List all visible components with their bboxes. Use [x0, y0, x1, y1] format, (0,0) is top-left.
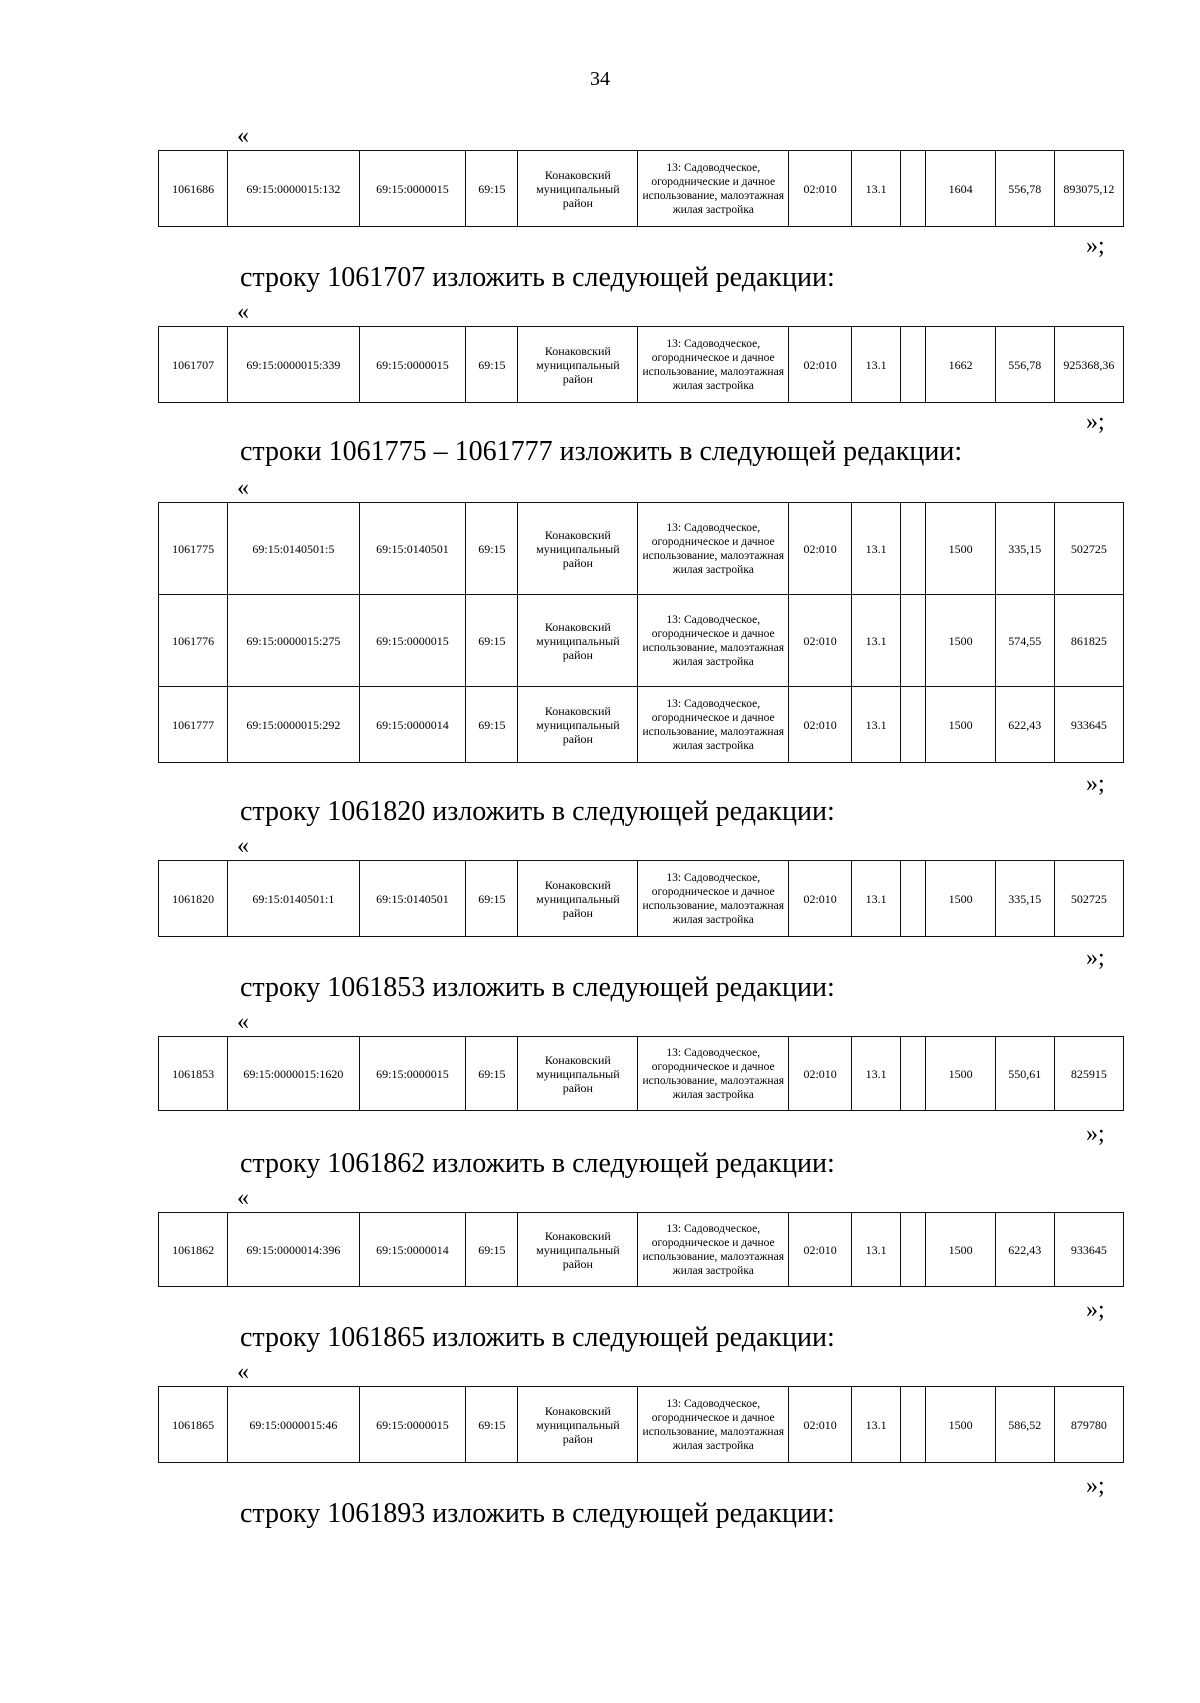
- row-number: 1061775: [159, 503, 228, 595]
- subgroup-code: 13.1: [852, 1387, 901, 1463]
- land-use-type: 13: Садоводческое, огородническое и дачное использование, малоэтажная жилая застройка: [638, 1037, 789, 1111]
- area: 1500: [926, 595, 995, 687]
- specific-value: 335,15: [995, 503, 1054, 595]
- cadastral-value: 861825: [1054, 595, 1123, 687]
- subgroup-code: 13.1: [852, 503, 901, 595]
- municipality: Конаковский муниципальный район: [518, 1213, 638, 1287]
- district-code: 69:15: [466, 861, 518, 937]
- land-use-type: 13: Садоводческое, огородническое и дачное использование, малоэтажная жилая застройка: [638, 595, 789, 687]
- cadastral-number: 69:15:0000015:132: [228, 151, 359, 227]
- land-use-type: 13: Садоводческое, огородническое и дачное использование, малоэтажная жилая застройка: [638, 1213, 789, 1287]
- area: 1500: [926, 1037, 995, 1111]
- cadastral-value: 502725: [1054, 503, 1123, 595]
- specific-value: 550,61: [995, 1037, 1054, 1111]
- table-row: [159, 327, 1124, 403]
- blank-cell: [901, 595, 926, 687]
- quarter-number: 69:15:0000015: [359, 1037, 466, 1111]
- quarter-number: 69:15:0000015: [359, 595, 466, 687]
- close-quote: »;: [1086, 771, 1105, 797]
- cadastral-value: 825915: [1054, 1037, 1123, 1111]
- cadastral-value: 925368,36: [1054, 327, 1123, 403]
- registry-table: [158, 1036, 1124, 1111]
- group-code: 02:010: [789, 1387, 852, 1463]
- cadastral-number: 69:15:0000015:46: [228, 1387, 359, 1463]
- close-quote: »;: [1086, 409, 1105, 435]
- page-number: 34: [590, 68, 610, 90]
- registry-table: [158, 860, 1124, 937]
- subgroup-code: 13.1: [852, 151, 901, 227]
- quarter-number: 69:15:0000014: [359, 1213, 466, 1287]
- table-row: [159, 503, 1124, 595]
- specific-value: 586,52: [995, 1387, 1054, 1463]
- district-code: 69:15: [466, 503, 518, 595]
- section-heading: строку 1061862 изложить в следующей редакции:: [240, 1148, 835, 1179]
- cadastral-number: 69:15:0000015:275: [228, 595, 359, 687]
- land-use-type: 13: Садоводческое, огородническое и дачное использование, малоэтажная жилая застройка: [638, 687, 789, 763]
- registry-table: [158, 502, 1124, 763]
- blank-cell: [901, 327, 926, 403]
- section-heading: строку 1061820 изложить в следующей редакции:: [240, 796, 835, 827]
- specific-value: 622,43: [995, 1213, 1054, 1287]
- municipality: Конаковский муниципальный район: [518, 595, 638, 687]
- open-quote: «: [237, 1009, 249, 1035]
- registry-table: [158, 150, 1124, 227]
- row-number: 1061776: [159, 595, 228, 687]
- subgroup-code: 13.1: [852, 687, 901, 763]
- table-row: [159, 1213, 1124, 1287]
- district-code: 69:15: [466, 1387, 518, 1463]
- row-number: 1061820: [159, 861, 228, 937]
- group-code: 02:010: [789, 151, 852, 227]
- blank-cell: [901, 151, 926, 227]
- group-code: 02:010: [789, 861, 852, 937]
- area: 1500: [926, 503, 995, 595]
- close-quote: »;: [1086, 1473, 1105, 1499]
- subgroup-code: 13.1: [852, 1037, 901, 1111]
- group-code: 02:010: [789, 687, 852, 763]
- specific-value: 622,43: [995, 687, 1054, 763]
- blank-cell: [901, 1213, 926, 1287]
- cadastral-number: 69:15:0000015:292: [228, 687, 359, 763]
- close-quote: »;: [1086, 233, 1105, 259]
- cadastral-number: 69:15:0000014:396: [228, 1213, 359, 1287]
- section-heading: строку 1061865 изложить в следующей редакции:: [240, 1322, 835, 1353]
- area: 1500: [926, 1213, 995, 1287]
- section-heading: строку 1061707 изложить в следующей редакции:: [240, 262, 835, 293]
- blank-cell: [901, 687, 926, 763]
- row-number: 1061707: [159, 327, 228, 403]
- table-row: [159, 861, 1124, 937]
- row-number: 1061853: [159, 1037, 228, 1111]
- municipality: Конаковский муниципальный район: [518, 687, 638, 763]
- open-quote: «: [237, 1185, 249, 1211]
- open-quote: «: [237, 123, 249, 149]
- cadastral-number: 69:15:0000015:339: [228, 327, 359, 403]
- section-heading: строки 1061775 – 1061777 изложить в следующей редакции:: [240, 436, 963, 467]
- subgroup-code: 13.1: [852, 861, 901, 937]
- group-code: 02:010: [789, 327, 852, 403]
- quarter-number: 69:15:0000014: [359, 687, 466, 763]
- table-row: [159, 1387, 1124, 1463]
- open-quote: «: [237, 299, 249, 325]
- subgroup-code: 13.1: [852, 1213, 901, 1287]
- land-use-type: 13: Садоводческое, огородническое и дачное использование, малоэтажная жилая застройка: [638, 327, 789, 403]
- area: 1500: [926, 1387, 995, 1463]
- land-use-type: 13: Садоводческое, огородническое и дачное использование, малоэтажная жилая застройка: [638, 503, 789, 595]
- district-code: 69:15: [466, 1037, 518, 1111]
- district-code: 69:15: [466, 687, 518, 763]
- section-heading: строку 1061893 изложить в следующей редакции:: [240, 1498, 835, 1529]
- cadastral-number: 69:15:0140501:5: [228, 503, 359, 595]
- district-code: 69:15: [466, 595, 518, 687]
- district-code: 69:15: [466, 151, 518, 227]
- group-code: 02:010: [789, 503, 852, 595]
- municipality: Конаковский муниципальный район: [518, 151, 638, 227]
- cadastral-value: 933645: [1054, 1213, 1123, 1287]
- cadastral-value: 893075,12: [1054, 151, 1123, 227]
- municipality: Конаковский муниципальный район: [518, 1037, 638, 1111]
- close-quote: »;: [1086, 945, 1105, 971]
- subgroup-code: 13.1: [852, 327, 901, 403]
- open-quote: «: [237, 1359, 249, 1385]
- blank-cell: [901, 1037, 926, 1111]
- quarter-number: 69:15:0140501: [359, 861, 466, 937]
- registry-table: [158, 326, 1124, 403]
- quarter-number: 69:15:0000015: [359, 151, 466, 227]
- specific-value: 574,55: [995, 595, 1054, 687]
- registry-table: [158, 1212, 1124, 1287]
- close-quote: »;: [1086, 1121, 1105, 1147]
- table-row: [159, 151, 1124, 227]
- land-use-type: 13: Садоводческое, огородническое и дачное использование, малоэтажная жилая застройка: [638, 1387, 789, 1463]
- specific-value: 335,15: [995, 861, 1054, 937]
- subgroup-code: 13.1: [852, 595, 901, 687]
- open-quote: «: [237, 475, 249, 501]
- district-code: 69:15: [466, 327, 518, 403]
- cadastral-value: 879780: [1054, 1387, 1123, 1463]
- cadastral-value: 933645: [1054, 687, 1123, 763]
- specific-value: 556,78: [995, 151, 1054, 227]
- group-code: 02:010: [789, 1037, 852, 1111]
- blank-cell: [901, 1387, 926, 1463]
- municipality: Конаковский муниципальный район: [518, 327, 638, 403]
- blank-cell: [901, 503, 926, 595]
- table-row: [159, 595, 1124, 687]
- row-number: 1061865: [159, 1387, 228, 1463]
- blank-cell: [901, 861, 926, 937]
- specific-value: 556,78: [995, 327, 1054, 403]
- cadastral-number: 69:15:0000015:1620: [228, 1037, 359, 1111]
- registry-table: [158, 1386, 1124, 1463]
- area: 1500: [926, 687, 995, 763]
- municipality: Конаковский муниципальный район: [518, 861, 638, 937]
- cadastral-number: 69:15:0140501:1: [228, 861, 359, 937]
- area: 1662: [926, 327, 995, 403]
- quarter-number: 69:15:0140501: [359, 503, 466, 595]
- quarter-number: 69:15:0000015: [359, 327, 466, 403]
- table-row: [159, 687, 1124, 763]
- table-row: [159, 1037, 1124, 1111]
- area: 1604: [926, 151, 995, 227]
- row-number: 1061686: [159, 151, 228, 227]
- close-quote: »;: [1086, 1297, 1105, 1323]
- area: 1500: [926, 861, 995, 937]
- row-number: 1061777: [159, 687, 228, 763]
- municipality: Конаковский муниципальный район: [518, 503, 638, 595]
- land-use-type: 13: Садоводческое, огородническое и дачное использование, малоэтажная жилая застройка: [638, 861, 789, 937]
- quarter-number: 69:15:0000015: [359, 1387, 466, 1463]
- group-code: 02:010: [789, 1213, 852, 1287]
- section-heading: строку 1061853 изложить в следующей редакции:: [240, 972, 835, 1003]
- open-quote: «: [237, 833, 249, 859]
- district-code: 69:15: [466, 1213, 518, 1287]
- cadastral-value: 502725: [1054, 861, 1123, 937]
- land-use-type: 13: Садоводческое, огороднические и дачное использование, малоэтажная жилая застройка: [638, 151, 789, 227]
- row-number: 1061862: [159, 1213, 228, 1287]
- group-code: 02:010: [789, 595, 852, 687]
- municipality: Конаковский муниципальный район: [518, 1387, 638, 1463]
